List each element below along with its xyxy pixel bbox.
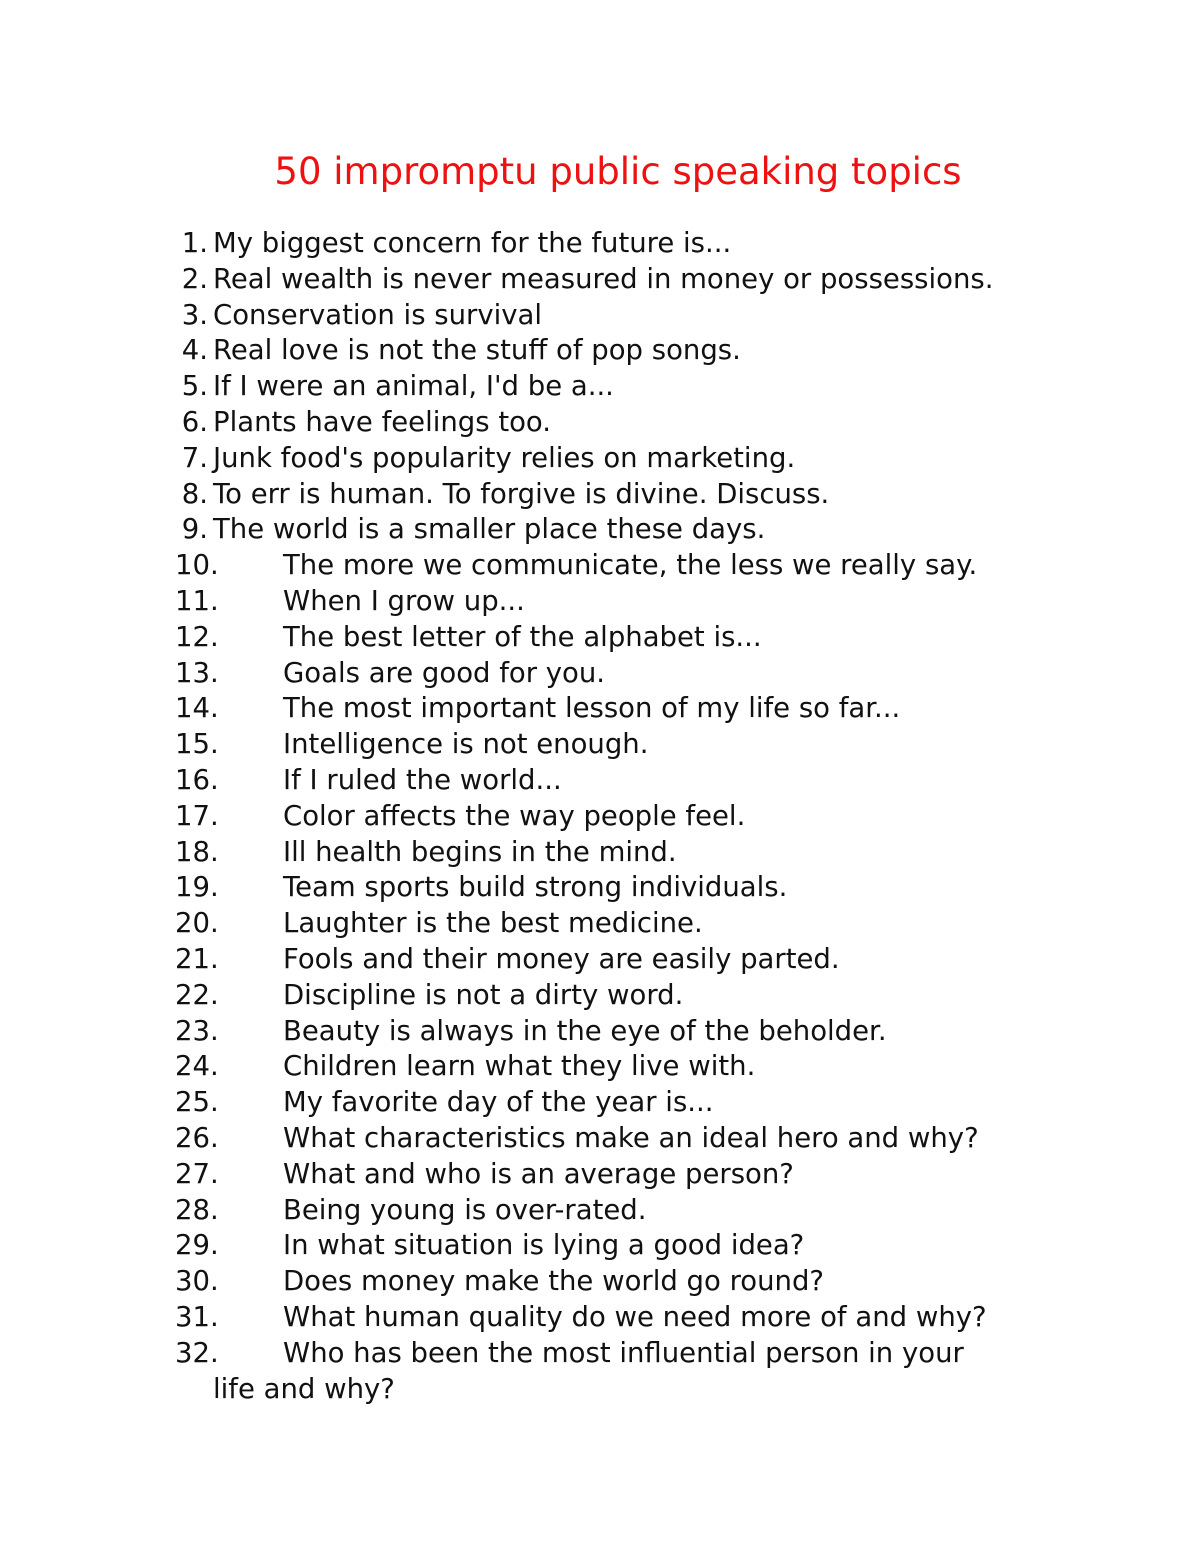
topic-text: Fools and their money are easily parted. (283, 942, 840, 975)
topic-item (0, 691, 1200, 727)
topic-text: The most important lesson of my life so far... (283, 692, 901, 725)
topic-text: The world is a smaller place these days. (213, 513, 766, 546)
topic-item (0, 1264, 1200, 1300)
topic-item (0, 1193, 1200, 1229)
topic-number: 24. (175, 1050, 219, 1083)
topic-item (0, 333, 1200, 369)
topic-text: Plants have feelings too. (213, 405, 552, 438)
topic-item (0, 835, 1200, 871)
topic-number: 4. (181, 334, 208, 367)
topic-item (0, 477, 1200, 513)
topic-text: In what situation is lying a good idea? (283, 1229, 805, 1262)
document-title: 50 impromptu public speaking topics (274, 150, 962, 193)
topic-item (0, 656, 1200, 692)
topic-number: 17. (175, 799, 219, 832)
topic-item (0, 727, 1200, 763)
topic-text: Children learn what they live with. (283, 1050, 756, 1083)
topic-text: What and who is an average person? (283, 1157, 794, 1190)
topic-number: 31. (175, 1300, 219, 1333)
topic-text: Junk food's popularity relies on marketing. (213, 441, 796, 474)
topic-text: If I were an animal, I'd be a... (213, 370, 614, 403)
topic-number: 29. (175, 1229, 219, 1262)
topic-item (0, 441, 1200, 477)
topic-item (0, 870, 1200, 906)
topic-number: 12. (175, 620, 219, 653)
topic-number: 27. (175, 1157, 219, 1190)
topic-number: 3. (181, 298, 208, 331)
topic-number: 5. (181, 370, 208, 403)
topic-number: 11. (175, 584, 219, 617)
topic-text: Who has been the most influential person in your (283, 1336, 964, 1369)
topic-item (0, 906, 1200, 942)
topic-item (0, 942, 1200, 978)
topic-number: 7. (181, 441, 208, 474)
topic-number: 25. (175, 1086, 219, 1119)
topic-text: Conservation is survival (213, 298, 543, 331)
topic-number: 14. (175, 692, 219, 725)
topic-number: 22. (175, 978, 219, 1011)
topic-number: 1. (181, 227, 208, 259)
topic-item (0, 620, 1200, 656)
topic-number: 2. (181, 262, 208, 295)
topic-text: When I grow up... (283, 584, 525, 617)
topic-item (0, 584, 1200, 620)
topic-item (0, 799, 1200, 835)
topic-text: Ill health begins in the mind. (283, 835, 677, 868)
topic-number: 10. (175, 549, 219, 582)
topic-number: 15. (175, 728, 219, 761)
topic-number: 20. (175, 907, 219, 940)
topic-text: Real wealth is never measured in money or possessions. (213, 262, 994, 295)
topic-text-continued: life and why? (213, 1372, 395, 1405)
topic-text: My favorite day of the year is... (283, 1086, 714, 1119)
topic-text: Does money make the world go round? (283, 1265, 825, 1298)
topic-text: To err is human. To forgive is divine. Discuss. (213, 477, 830, 510)
topic-item (0, 1157, 1200, 1193)
topic-item (0, 298, 1200, 334)
topic-item (0, 512, 1200, 548)
topic-text: The best letter of the alphabet is... (283, 620, 762, 653)
topic-number: 13. (175, 656, 219, 689)
topic-number: 6. (181, 405, 208, 438)
topic-item (0, 763, 1200, 799)
topic-item (0, 1049, 1200, 1085)
topic-item (0, 405, 1200, 441)
topic-number: 18. (175, 835, 219, 868)
topic-text: What human quality do we need more of and why? (283, 1300, 987, 1333)
topic-item (0, 1014, 1200, 1050)
topic-number: 19. (175, 871, 219, 904)
topic-text: The more we communicate, the less we really say. (283, 549, 978, 582)
topic-list (0, 226, 1200, 1407)
topic-number: 26. (175, 1121, 219, 1154)
topic-text: Discipline is not a dirty word. (283, 978, 684, 1011)
topic-item (0, 1300, 1200, 1336)
topic-number: 8. (181, 477, 208, 510)
topic-item (0, 1085, 1200, 1121)
topic-item (0, 1121, 1200, 1157)
topic-text: Being young is over-rated. (283, 1193, 647, 1226)
topic-number: 28. (175, 1193, 219, 1226)
topic-item (0, 369, 1200, 405)
topic-item (0, 1336, 1200, 1408)
topic-text: Color affects the way people feel. (283, 799, 746, 832)
topic-number: 32. (175, 1336, 219, 1369)
topic-text: Beauty is always in the eye of the beholder. (283, 1014, 887, 1047)
topic-item (0, 978, 1200, 1014)
topic-number: 30. (175, 1265, 219, 1298)
topic-number: 21. (175, 942, 219, 975)
topic-text: Goals are good for you. (283, 656, 606, 689)
topic-text: Team sports build strong individuals. (283, 871, 788, 904)
topic-item (0, 1228, 1200, 1264)
topic-item (0, 548, 1200, 584)
topic-text: Intelligence is not enough. (283, 728, 649, 761)
topic-text: If I ruled the world... (283, 763, 562, 796)
topic-item (0, 262, 1200, 298)
topic-text: What characteristics make an ideal hero and why? (283, 1121, 979, 1154)
topic-number: 23. (175, 1014, 219, 1047)
topic-text: Laughter is the best medicine. (283, 907, 703, 940)
topic-text: My biggest concern for the future is... (213, 227, 732, 259)
topic-number: 16. (175, 763, 219, 796)
topic-text: Real love is not the stuff of pop songs. (213, 334, 741, 367)
topic-item (0, 226, 1200, 262)
topic-number: 9. (181, 513, 208, 546)
